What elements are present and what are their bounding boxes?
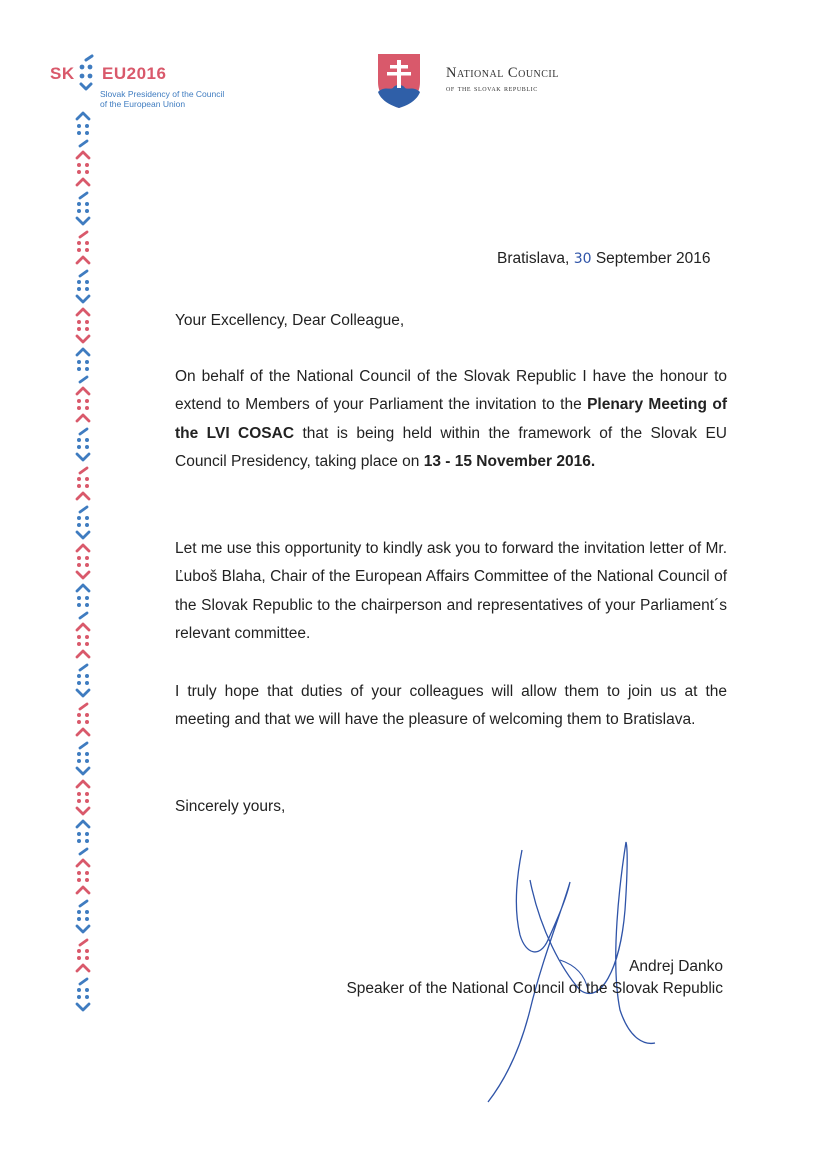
strip-pattern-mark [77,545,89,551]
slovak-coat-of-arms-icon [376,52,422,110]
date-suffix: September 2016 [595,250,711,267]
logo-subtitle-line2: of the European Union [100,99,186,109]
strip-pattern-mark [77,163,89,174]
strip-pattern-mark [80,901,87,906]
logo-subtitle [100,89,224,109]
strip-pattern-mark [77,860,89,866]
strip-pattern-mark [77,202,89,213]
date-prefix: Bratislava, [497,250,570,267]
p1-meeting-name: Plenary Meeting of the LVI COSAC [175,396,727,442]
strip-pattern-mark [80,271,87,276]
strip-pattern-mark [77,388,89,394]
national-council-heading [446,65,559,93]
strip-pattern-mark [77,651,89,657]
strip-pattern-mark [77,585,89,591]
closing: Sincerely yours, [175,798,286,815]
strip-pattern-mark [77,572,89,578]
strip-pattern-mark [77,320,89,331]
nc-title-text: National Council [446,65,559,81]
strip-pattern-mark [77,556,89,567]
strip-pattern-mark [77,336,89,342]
greeting: Your Excellency, Dear Colleague, [175,312,405,329]
strip-pattern-mark [77,808,89,814]
strip-pattern-mark [77,124,89,135]
strip-pattern-mark [80,743,87,748]
decorative-pattern-strip [71,108,95,1018]
strip-pattern-mark [77,349,89,355]
strip-pattern-mark [77,309,89,315]
logo-sk-text: SK [50,64,75,83]
strip-pattern-mark [77,516,89,527]
strip-pattern-mark [77,832,89,843]
strip-pattern-mark [80,429,87,434]
signatory-name: Andrej Danko [629,958,723,975]
signatory-title: Speaker of the National Council of the Slovak Republic [346,980,723,997]
strip-pattern-mark [77,821,89,827]
strip-pattern-mark [80,979,87,984]
strip-pattern-mark [77,241,89,252]
strip-pattern-mark [77,768,89,774]
paragraph-forward-request: Let me use this opportunity to kindly ask you to forward the invitation letter of Mr. Ľuboš Blaha, Chair of the European Affairs Committee of the National Council of the Slovak Republic to the chairperson and representatives of your Parliament´s relevant committee. [175,540,727,642]
strip-pattern-mark [77,532,89,538]
strip-pattern-mark [77,477,89,488]
strip-pattern-mark [80,665,87,670]
strip-pattern-mark [77,152,89,158]
strip-pattern-mark [77,438,89,449]
strip-pattern-mark [77,635,89,646]
p1-meeting-dates: 13 - 15 November 2016. [423,452,596,470]
eu2016-logo [50,52,250,112]
national-council-title [446,65,559,82]
strip-pattern-mark [77,179,89,185]
strip-pattern-mark [77,988,89,999]
strip-pattern-mark [77,624,89,630]
strip-pattern-mark [77,415,89,421]
strip-pattern-mark [80,193,87,198]
strip-pattern-mark [80,507,87,512]
strip-pattern-mark [77,674,89,685]
strip-pattern-mark [77,296,89,302]
strip-pattern-mark [80,141,87,146]
strip-pattern-mark [77,1004,89,1010]
presidency-mark-icon [75,52,99,98]
strip-pattern-mark [80,849,87,854]
logo-subtitle-line1: Slovak Presidency of the Council [100,89,225,99]
strip-pattern-mark [77,280,89,291]
strip-pattern-mark [77,218,89,224]
p1-text-a: On behalf of the National Council of the Slovak Republic I have the honour to extend to Members of your Parliament the invitation to the [175,368,727,414]
logo-eu2016-text: EU2016 [102,64,167,83]
letter-date [497,250,710,268]
strip-pattern-mark [77,887,89,893]
strip-pattern-mark [80,613,87,618]
strip-pattern-mark [77,493,89,499]
strip-pattern-mark [77,399,89,410]
strip-pattern-mark [77,949,89,960]
strip-pattern-mark [77,792,89,803]
strip-pattern-mark [80,468,87,473]
paragraph-invitation [175,363,727,476]
strip-pattern-mark [77,596,89,607]
strip-pattern-mark [77,781,89,787]
strip-pattern-mark [77,965,89,971]
strip-pattern-mark [80,377,87,382]
strip-pattern-mark [77,454,89,460]
national-council-subtitle [446,83,559,93]
strip-pattern-mark [77,729,89,735]
strip-pattern-mark [77,690,89,696]
date-day-handwritten: 30 [573,251,592,267]
strip-pattern-mark [77,113,89,119]
p1-text-b: that is being held within the framework of the Slovak EU Council Presidency, taking place on [175,424,727,470]
strip-pattern-mark [80,232,87,237]
strip-pattern-mark [77,713,89,724]
strip-pattern-mark [77,910,89,921]
strip-pattern-mark [80,940,87,945]
strip-pattern-mark [77,871,89,882]
nc-subtitle-text: of the slovak republic [446,83,538,93]
strip-pattern-mark [80,704,87,709]
strip-pattern-mark [77,926,89,932]
strip-pattern-mark [77,752,89,763]
strip-pattern-mark [77,360,89,371]
paragraph-hope: I truly hope that duties of your colleagues will allow them to join us at the meeting and that we will have the pleasure of welcoming them to Bratislava. [175,683,727,729]
strip-pattern-mark [77,257,89,263]
